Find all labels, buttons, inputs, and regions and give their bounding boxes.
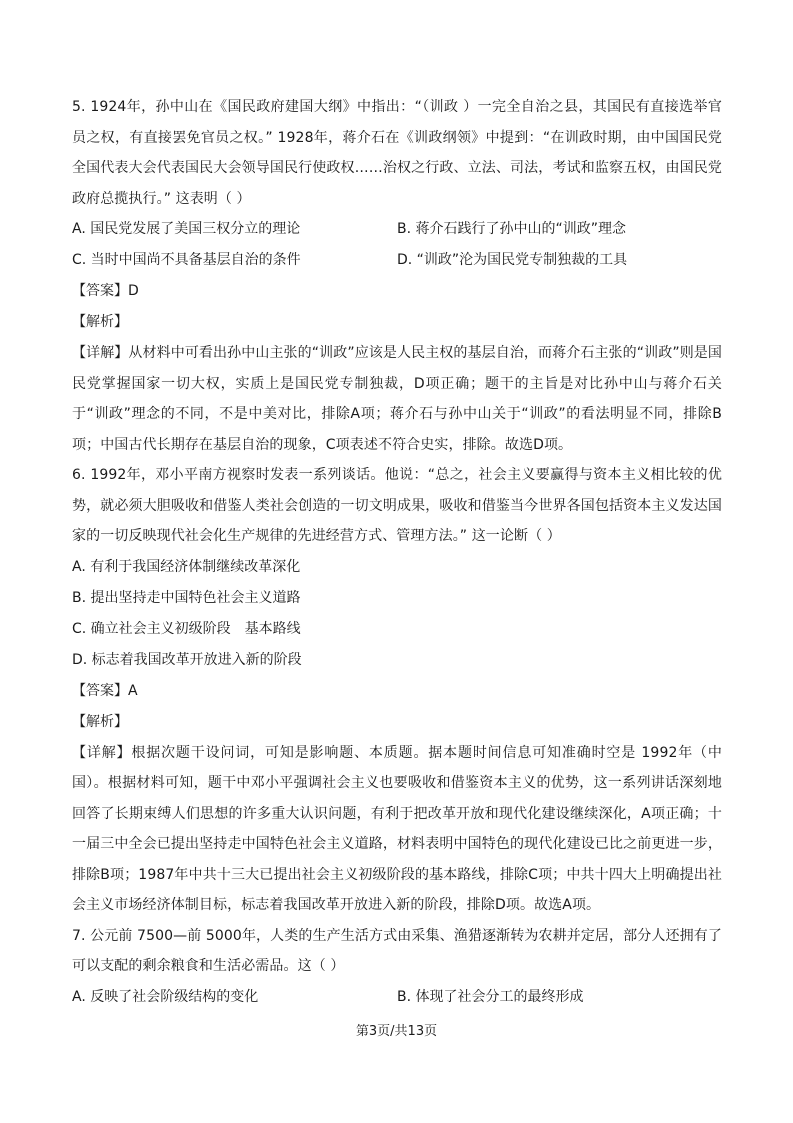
option-c: C. 确立社会主义初级阶段 基本路线	[72, 620, 301, 637]
option-d: D. 标志着我国改革开放进入新的阶段	[72, 651, 302, 668]
analysis-label: 【解析】	[72, 713, 128, 730]
options-list	[72, 982, 722, 1013]
question-6	[72, 460, 722, 921]
option-a: A. 国民党发展了美国三权分立的理论	[72, 221, 301, 237]
question-7	[72, 921, 722, 1013]
detail-text: 【详解】从材料中可看出孙中山主张的“训政”应该是人民主权的基层自治，而蒋介石主张的“训政”则是国民党掌握国家一切大权，实质上是国民党专制独裁，D项正确；题干的主旨是对比孙中山与蒋介石关于“训政”理念的不同，不是中美对比，排除A项；蒋介石与孙中山关于“训政”的看法明显不同，排除B项；中国古代长期存在基层自治的现象，C项表述不符合史实，排除。故选D项。	[72, 345, 722, 453]
page-content	[72, 92, 722, 1013]
answer-label: 【答案】A	[72, 682, 138, 699]
option-c: C. 当时中国尚不具备基层自治的条件	[72, 252, 301, 268]
option-a: A. 反映了社会阶级结构的变化	[72, 988, 259, 1005]
detail-text: 【详解】根据次题干设问词，可知是影响题、本质题。据本题时间信息可知准确时空是 1992年（中国）。根据材料可知，题干中邓小平强调社会主义也要吸收和借鉴资本主义的优势，这一系列讲话深刻地回答了长期束缚人们思想的许多重大认识问题，有利于把改革开放和现代化建设继续深化，A项正确；十一届三中全会已提出坚持走中国特色社会主义道路，材料表明中国特色的现代化建设已比之前更进一步，排除B项；1987年中共十三大已提出社会主义初级阶段的基本路线，排除C项；中共十四大上明确提出社会主义市场经济体制目标，标志着我国改革开放进入新的阶段，排除D项。故选A项。	[72, 744, 722, 913]
option-d: D. “训政”沦为国民党专制独裁的工具	[397, 252, 628, 268]
analysis-label: 【解析】	[72, 314, 128, 330]
page-number: 第3页/共13页	[355, 1024, 438, 1039]
option-a: A. 有利于我国经济体制继续改革深化	[72, 558, 301, 575]
option-b: B. 体现了社会分工的最终形成	[397, 988, 584, 1005]
option-b: B. 提出坚持走中国特色社会主义道路	[72, 589, 301, 606]
question-5	[72, 92, 722, 460]
question-stem: 5. 1924年，孙中山在《国民政府建国大纲》中指出：“（训政 ）一完全自治之县，其国民有直接选举官员之权，有直接罢免官员之权。” 1928年，蒋介石在《训政纲领》中提到：“在训政时期，由中国国民党全国代表大会代表国民大会领导国民行使政权……治权之行政、立法、司法，考试和监察五权，由国民党政府总揽执行。” 这表明（ ）	[72, 99, 722, 207]
question-stem: 7. 公元前 7500—前 5000年，人类的生产生活方式由采集、渔猎逐渐转为农耕并定居，部分人还拥有了可以支配的剩余粮食和生活必需品。这（ ）	[72, 927, 722, 974]
question-stem: 6. 1992年，邓小平南方视察时发表一系列谈话。他说：“总之，社会主义要赢得与资本主义相比较的优势，就必须大胆吸收和借鉴人类社会创造的一切文明成果，吸收和借鉴当今世界各国包括资本主义发达国家的一切反映现代社会化生产规律的先进经营方式、管理方法。” 这一论断（ ）	[72, 467, 722, 544]
answer-label: 【答案】D	[72, 283, 139, 299]
options-list	[72, 214, 722, 276]
options-list	[72, 552, 722, 676]
option-b: B. 蒋介石践行了孙中山的“训政”理念	[397, 221, 627, 237]
